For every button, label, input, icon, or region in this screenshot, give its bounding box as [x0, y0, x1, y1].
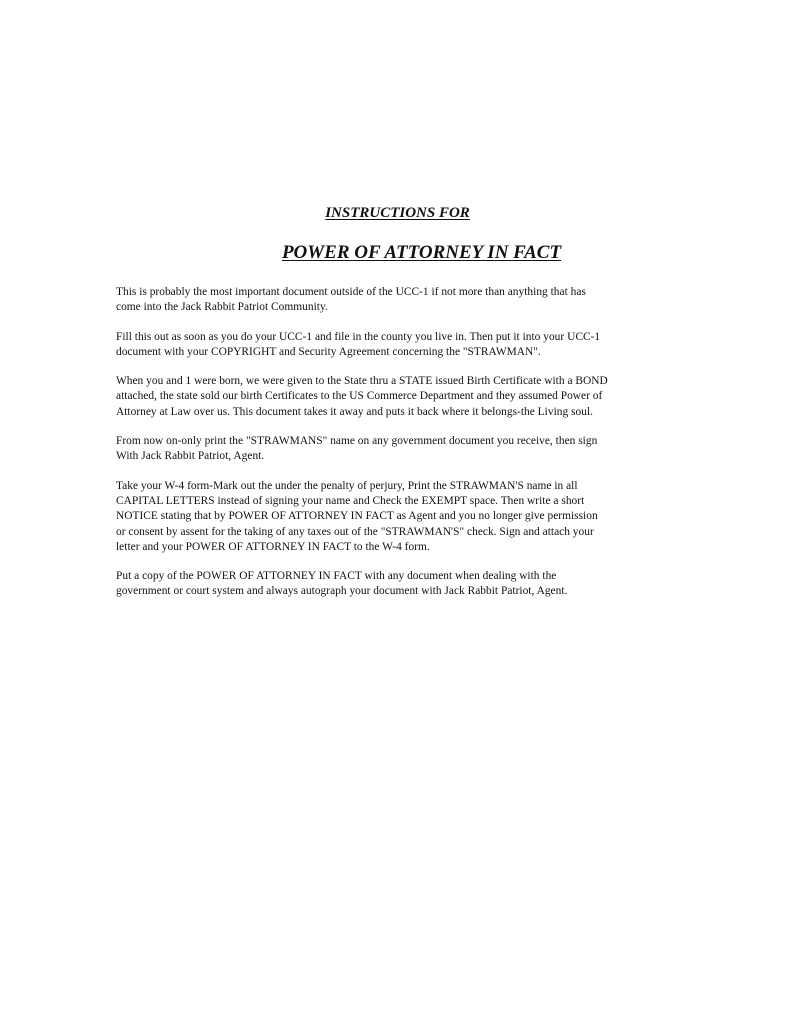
paragraph-line: NOTICE stating that by POWER OF ATTORNEY IN FACT as Agent and you no longer give permission [116, 510, 598, 523]
document-body [116, 285, 676, 614]
paragraph-birth-certificate [116, 374, 676, 420]
paragraph-line: letter and your POWER OF ATTORNEY IN FACT to the W-4 form. [116, 540, 430, 553]
paragraph-line: government or court system and always autograph your document with Jack Rabbit Patriot, Agent. [116, 585, 568, 598]
paragraph-line: document with your COPYRIGHT and Security Agreement concerning the "STRAWMAN". [116, 345, 541, 358]
paragraph-intro [116, 285, 676, 316]
document-title: POWER OF ATTORNEY IN FACT [281, 242, 562, 263]
paragraph-line: CAPITAL LETTERS instead of signing your name and Check the EXEMPT space. Then write a short [116, 494, 585, 507]
paragraph-line: Take your W-4 form-Mark out the under the penalty of perjury, Print the STRAWMAN'S name in all [116, 479, 578, 492]
paragraph-line: With Jack Rabbit Patriot, Agent. [116, 450, 265, 463]
paragraph-line: come into the Jack Rabbit Patriot Community. [116, 301, 328, 314]
paragraph-line: Fill this out as soon as you do your UCC-1 and file in the county you live in. Then put it into your UCC-1 [116, 330, 601, 343]
paragraph-put-copy [116, 569, 676, 600]
document-heading-instructions: INSTRUCTIONS FOR [325, 205, 470, 221]
paragraph-line: Put a copy of the POWER OF ATTORNEY IN FACT with any document when dealing with the [116, 570, 557, 583]
paragraph-line: attached, the state sold our birth Certificates to the US Commerce Department and they assumed Power of [116, 390, 603, 403]
paragraph-fill-out [116, 330, 676, 361]
paragraph-w4-form [116, 479, 676, 555]
paragraph-line: From now on-only print the "STRAWMANS" name on any government document you receive, then sign [116, 435, 598, 448]
paragraph-line: or consent by assent for the taking of any taxes out of the "STRAWMAN'S" check. Sign and attach your [116, 525, 594, 538]
paragraph-line: When you and 1 were born, we were given to the State thru a STATE issued Birth Certificate with a BOND [116, 375, 608, 388]
paragraph-line: This is probably the most important document outside of the UCC-1 if not more than anything that has [116, 286, 586, 298]
paragraph-print-name [116, 434, 676, 465]
paragraph-line: Attorney at Law over us. This document takes it away and puts it back where it belongs-the Living soul. [116, 405, 593, 418]
